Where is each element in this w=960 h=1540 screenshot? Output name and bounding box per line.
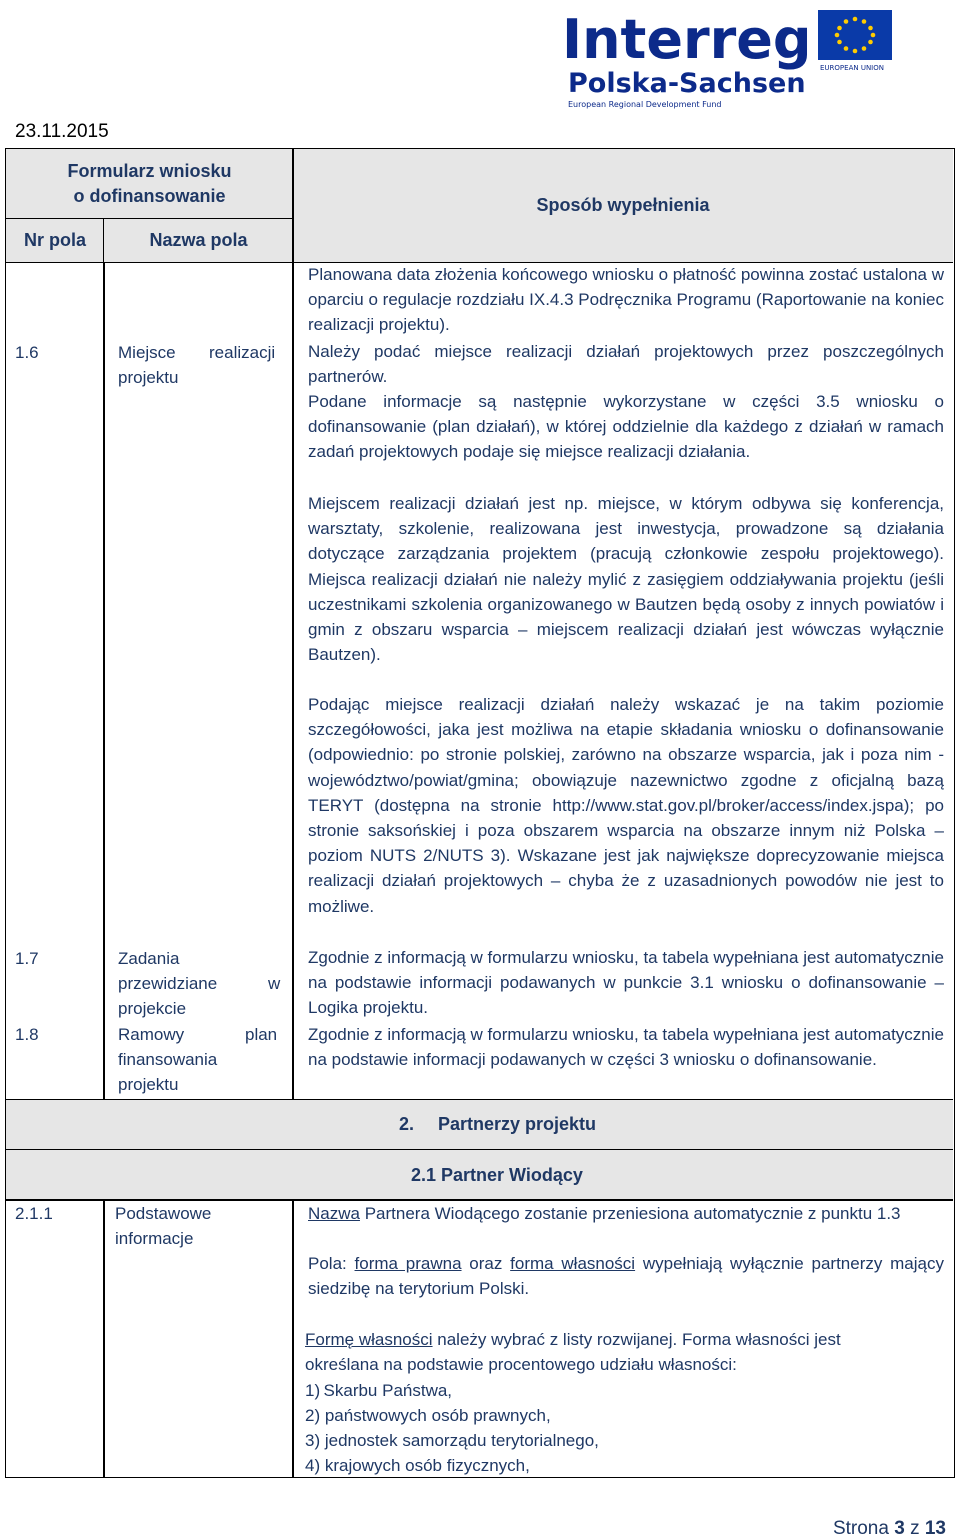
section-partners	[6, 1100, 953, 1149]
paragraph-1-6-d: Podając miejsce realizacji działań należy wskazać je na takim poziomie szczegółowości, jaka jest możliwa na etapie składania wniosku o dofinansowanie (odpowiednio: po stronie polskiej, zarówno na obszarze wsparcia, jak i poza nim - województwo/powiat/gmina; obowiązuje nazewnictwo zgodne z oficjalną bazą TERYT (dostępna na stronie http://www.stat.gov.pl/broker/access/index.jspa); po stronie saksońskiej i poza obszarem wsparcia na obszarze innym niż Polska – poziom NUTS 2/NUTS 3). Wskazane jest jak największe doprecyzowanie miejsca realizacji działań projektowych – chyba że z uzasadnionych powodów nie jest to możliwe.	[308, 695, 944, 916]
underlined-term: Formę własności	[305, 1330, 433, 1349]
text-run: należy wybrać z listy rozwijanej. Forma własności jest określana na podstawie procentowego udziału własności:	[305, 1330, 841, 1375]
ownership-list-item: 4) krajowych osób fizycznych,	[305, 1456, 530, 1475]
ownership-list-item: 3) jednostek samorządu terytorialnego,	[305, 1431, 599, 1450]
row-number-1-6: 1.6	[15, 343, 39, 362]
row-number-1-8: 1.8	[15, 1025, 39, 1044]
field-name-1-7-c: w	[268, 974, 281, 993]
logo-word-fund: European Regional Development Fund	[568, 100, 722, 109]
page-number	[833, 1518, 946, 1540]
underlined-term: forma własności	[510, 1254, 636, 1273]
field-name-1-8-d: projektu	[118, 1075, 179, 1094]
text-run: Partnera Wiodącego zostanie przeniesiona automatycznie z punktu 1.3	[359, 1204, 901, 1223]
row-number-2-1-1: 2.1.1	[15, 1204, 53, 1223]
field-name-1-6-a: Miejsce	[118, 343, 176, 362]
logo-word-region: Polska-Sachsen	[568, 68, 806, 99]
column-nr-label: Nr pola	[23, 230, 86, 250]
underlined-term: forma prawna	[354, 1254, 462, 1273]
form-title-line2: o dofinansowanie	[73, 186, 226, 206]
divider	[292, 149, 294, 1099]
field-name-1-7-d: projekcie	[118, 999, 187, 1018]
paragraph-1-7: Zgodnie z informacją w formularzu wniosku, ta tabela wypełniana jest automatycznie na podstawie informacji podawanych w punkcie 3.1 wniosku o dofinansowanie – Logika projektu.	[308, 948, 944, 1018]
field-name-2-1-1-b: informacje	[115, 1229, 194, 1248]
divider	[103, 263, 105, 1099]
field-name-1-6-b: realizacji	[209, 343, 276, 362]
field-name-1-7-b: przewidziane	[118, 974, 218, 993]
logo-word-interreg: Interreg	[562, 8, 812, 71]
document-date: 23.11.2015	[15, 121, 109, 142]
paragraph-2-1-1-b	[308, 1251, 944, 1301]
column-header-method	[293, 149, 953, 263]
section-number: 2.	[399, 1114, 415, 1134]
eu-label: EUROPEAN UNION	[820, 64, 884, 72]
total-pages: 13	[924, 1518, 946, 1539]
section-lead-partner	[6, 1150, 953, 1199]
ownership-list-item: 1) Skarbu Państwa,	[305, 1381, 453, 1400]
paragraph-1-8: Zgodnie z informacją w formularzu wniosku, ta tabela wypełniana jest automatycznie na podstawie informacji podawanych w części 3 wniosku o dofinansowanie.	[308, 1025, 944, 1070]
column-name-label: Nazwa pola	[149, 230, 248, 250]
subsection-title: 2.1 Partner Wiodący	[411, 1165, 583, 1185]
divider	[292, 1199, 294, 1477]
field-name-1-7-a: Zadania	[118, 949, 180, 968]
text-run: Pola:	[308, 1254, 355, 1273]
form-title-line1: Formularz wniosku	[67, 161, 232, 181]
field-name-1-8-a: Ramowy	[118, 1025, 185, 1044]
text-run: wypełniają wyłącznie partnerzy mający siedzibę na terytorium Polski.	[308, 1254, 944, 1299]
paragraph-1-6-c: Miejscem realizacji działań jest np. miejsce, w którym odbywa się konferencja, warsztaty, szkolenie, realizowana jest inwestycja, prowadzone są działania dotyczące zarządzania projektem (pracują członkowie zespołu projektowego). Miejsca realizacji działań nie należy mylić z zasięgiem oddziaływania projektu (jeśli uczestnikami szkolenia organizowanego w Bautzen będą osoby z innych powiatów i gmin z obszaru wsparcia – miejscem realizacji działań jest wówczas wyłącznie Bautzen).	[308, 494, 944, 665]
field-name-1-6-c: projektu	[118, 368, 179, 387]
page-prefix: Strona	[832, 1518, 895, 1539]
interreg-logo	[562, 6, 902, 110]
underlined-term: Nazwa	[308, 1204, 360, 1223]
intro-paragraph: Planowana data złożenia końcowego wniosku o płatność powinna zostać ustalona w oparciu o regulacje rozdziału IX.4.3 Podręcznika Programu (Raportowanie na koniec realizacji projektu).	[308, 265, 945, 335]
paragraph-1-6-a: Należy podać miejsce realizacji działań projektowych przez poszczególnych partnerów.	[308, 342, 944, 387]
section-title: Partnerzy projektu	[438, 1114, 597, 1134]
form-title-header	[6, 149, 293, 219]
field-name-1-8-c: finansowania	[118, 1050, 218, 1069]
row-number-1-7: 1.7	[15, 949, 39, 968]
paragraph-2-1-1-c	[305, 1327, 905, 1377]
column-header-nr	[6, 219, 104, 263]
field-name-1-8-b: plan	[245, 1025, 278, 1044]
paragraph-2-1-1-a	[308, 1201, 944, 1226]
column-header-name	[104, 219, 293, 263]
field-name-2-1-1-a: Podstawowe	[115, 1204, 212, 1223]
text-run: oraz	[461, 1254, 511, 1273]
divider	[103, 1199, 105, 1477]
ownership-list-item: 2) państwowych osób prawnych,	[305, 1406, 551, 1425]
page-separator: z	[904, 1518, 925, 1539]
column-method-label: Sposób wypełnienia	[536, 195, 710, 215]
paragraph-1-6-b: Podane informacje są następnie wykorzystane w części 3.5 wniosku o dofinansowanie (plan działań), w której oddzielnie dla każdego z działań w ramach zadań projektowych podaje się miejsce realizacji działania.	[308, 392, 944, 462]
current-page: 3	[894, 1518, 905, 1539]
